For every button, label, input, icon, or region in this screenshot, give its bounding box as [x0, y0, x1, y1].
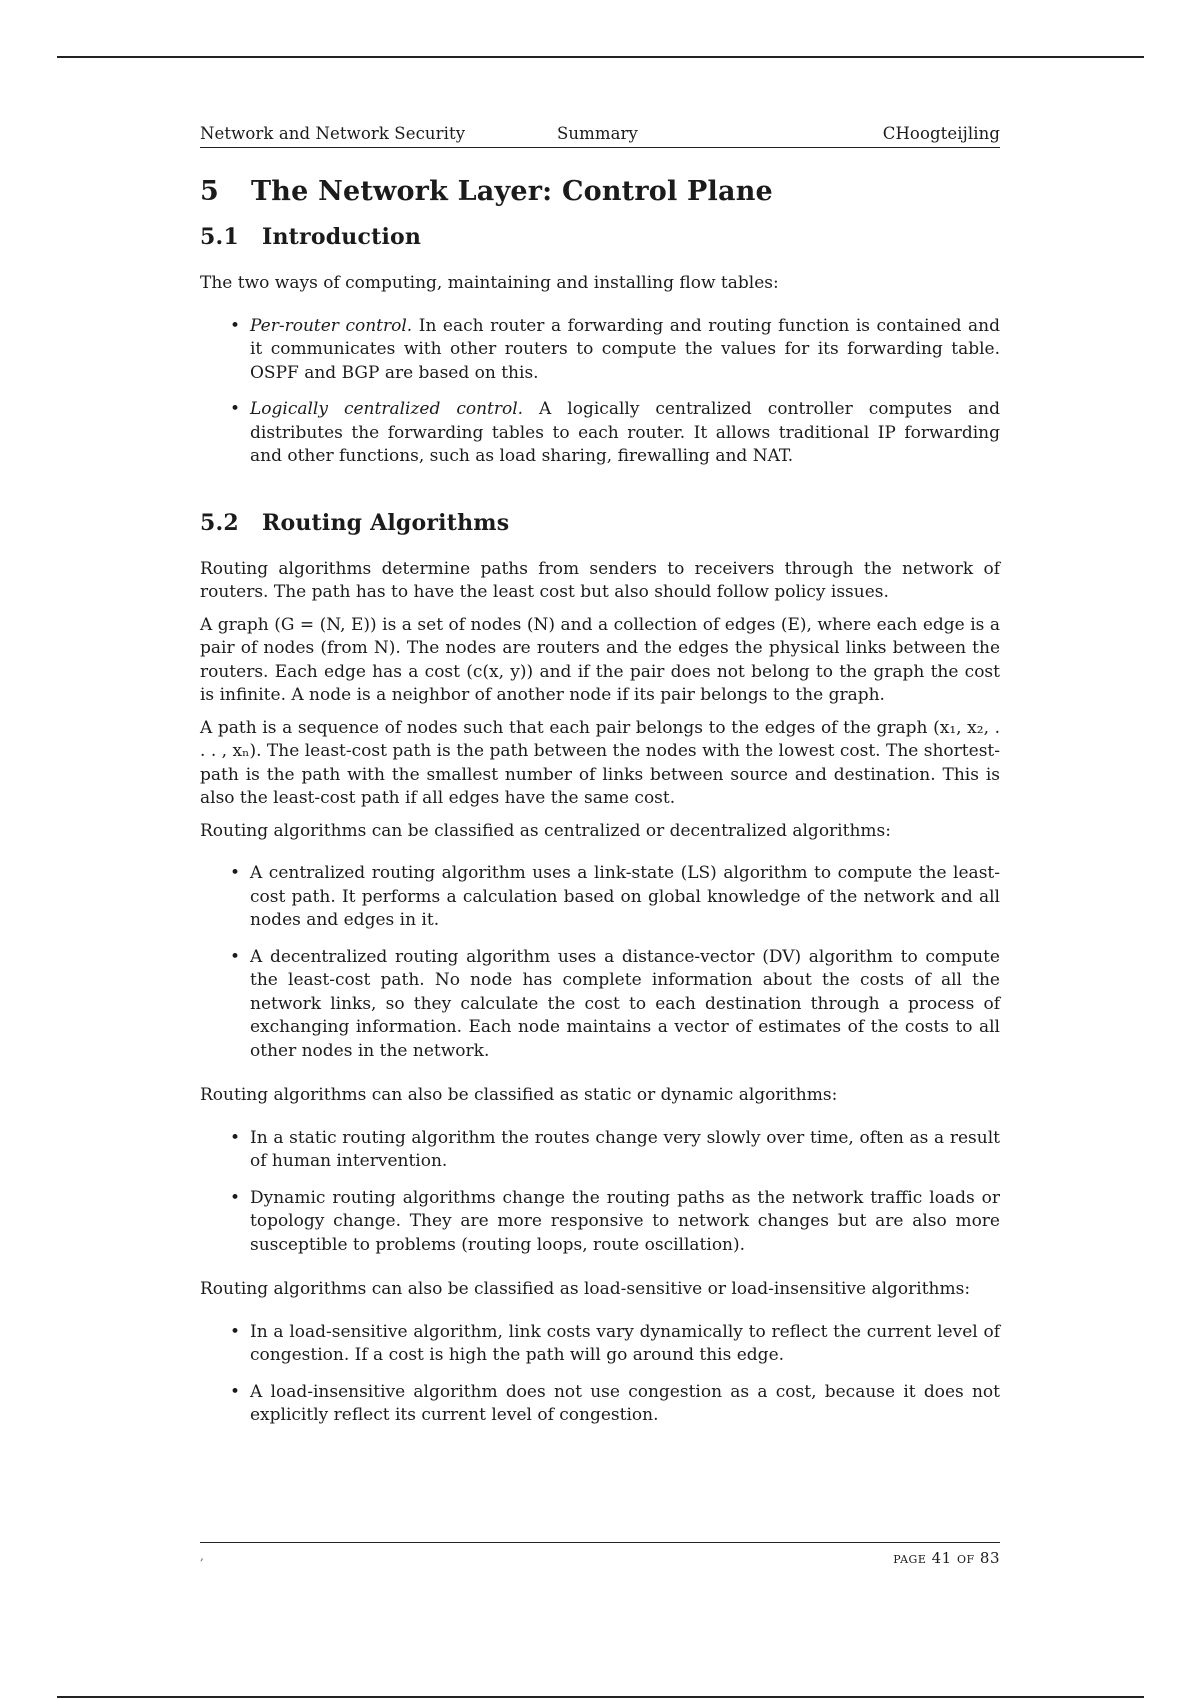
document-page [200, 124, 1000, 1428]
header-doc-type: Summary [557, 124, 638, 143]
intro-lead-paragraph: The two ways of computing, maintaining and installing flow tables: [200, 273, 779, 293]
list-item [250, 398, 1000, 469]
path-definition-paragraph: A path is a sequence of nodes such that each pair belongs to the edges of the graph (x₁, x₂, . . . , xₙ). The least-cost path is the path between the nodes with the lowest cost. The shortest-path is the path with the smallest number of links between source and destination. This is also the least-cost path if all edges have the same cost. [200, 717, 1000, 808]
page-footer [200, 1542, 1000, 1567]
section-title: Routing Algorithms [262, 509, 510, 536]
list-item: • A load-insensitive algorithm does not use congestion as a cost, because it does not explicitly reflect its current level of congestion. [250, 1381, 1000, 1428]
list-item: • In a load-sensitive algorithm, link costs vary dynamically to reflect the current level of congestion. If a cost is high the path will go around this edge. [250, 1321, 1000, 1368]
chapter-heading [200, 176, 1000, 207]
running-header [200, 124, 1000, 148]
page-bottom-border [57, 1696, 1144, 1698]
list-item-text: In each router a forwarding and routing function is contained and it communicates with other routers to compute the values for its forwarding table. OSPF and BGP are based on this. [250, 315, 1000, 383]
flow-table-methods-list [200, 315, 1000, 469]
centralized-decentralized-list [200, 862, 1000, 1063]
section-number: 5.2 [200, 509, 239, 536]
load-sensitivity-list [200, 1321, 1000, 1428]
static-dynamic-list [200, 1127, 1000, 1258]
graph-definition-paragraph: A graph (G = (N, E)) is a set of nodes (N) and a collection of edges (E), where each edge is a pair of nodes (from N). The nodes are routers and the edges the physical links between the routers. Each edge has a cost (c(x, y)) and if the pair does not belong to the graph the cost is infinite. A node is a neighbor of another node if its pair belongs to the graph. [200, 614, 1000, 705]
list-item: • A centralized routing algorithm uses a link-state (LS) algorithm to compute the least-cost path. It performs a calculation based on global knowledge of the network and all nodes and edges in it. [250, 862, 1000, 933]
section-title: Introduction [262, 224, 422, 250]
list-item: • A decentralized routing algorithm uses a distance-vector (DV) algorithm to compute the least-cost path. No node has complete information about the costs of all the network links, so they calculate the cost to each destination through a process of exchanging information. Each node maintains a vector of estimates of the costs to all other nodes in the network. [250, 946, 1000, 1064]
list-item-term: Logically centralized control. [250, 399, 524, 419]
list-item [250, 315, 1000, 386]
section-number: 5.1 [200, 224, 239, 250]
load-classification-paragraph: Routing algorithms can also be classified as load-sensitive or load-insensitive algorithms: [200, 1279, 971, 1299]
static-dynamic-classification-paragraph: Routing algorithms can also be classified as static or dynamic algorithms: [200, 1085, 838, 1105]
section-heading-routing-algorithms [200, 510, 1000, 536]
page-number: page 41 of 83 [893, 1549, 1000, 1567]
header-author: CHoogteijling [882, 124, 1000, 143]
list-item: • In a static routing algorithm the routes change very slowly over time, often as a result of human intervention. [250, 1127, 1000, 1174]
list-item-term: Per-router control. [250, 315, 413, 336]
footer-mark: , [200, 1549, 204, 1563]
section-heading-introduction [200, 224, 1000, 250]
header-course: Network and Network Security [200, 124, 466, 143]
routing-paragraph-1: Routing algorithms determine paths from senders to receivers through the network of routers. The path has to have the least cost but also should follow policy issues. [200, 558, 1000, 602]
page-top-border [57, 56, 1144, 58]
centralized-classification-paragraph: Routing algorithms can be classified as centralized or decentralized algorithms: [200, 820, 891, 841]
list-item: • Dynamic routing algorithms change the routing paths as the network traffic loads or topology change. They are more responsive to network changes but are also more susceptible to problems (routing loops, route oscillation). [250, 1187, 1000, 1258]
chapter-title: The Network Layer: Control Plane [251, 176, 773, 207]
list-item-text: A logically centralized controller computes and distributes the forwarding tables to each router. It allows traditional IP forwarding and other functions, such as load sharing, firewalling and NAT. [250, 399, 1000, 466]
chapter-number: 5 [200, 176, 219, 207]
